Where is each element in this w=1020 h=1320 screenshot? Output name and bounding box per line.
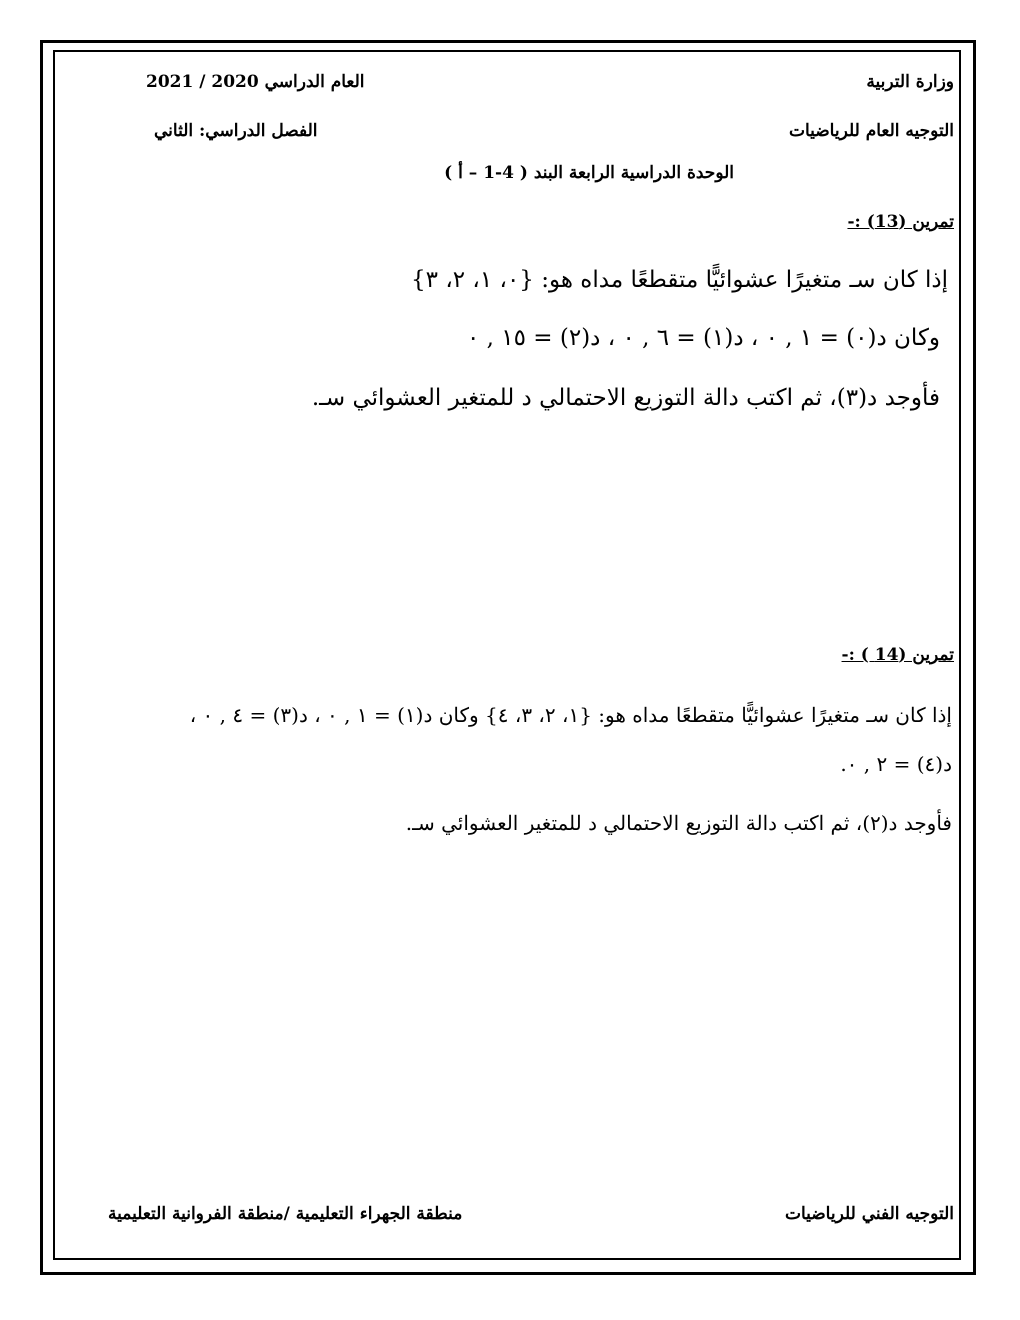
exercise-13-line-1: إذا كان سـ متغيرًا عشوائيًّا متقطعًا مداه هو: {٠، ١، ٢، ٣} xyxy=(411,267,948,293)
footer-right-label: التوجيه الفني للرياضيات xyxy=(784,1204,954,1224)
exercise-14-line-3: فأوجد د(٢)، ثم اكتب دالة التوزيع الاحتمالي د للمتغير العشوائي سـ. xyxy=(405,811,952,835)
guidance-label: التوجيه العام للرياضيات xyxy=(788,121,954,141)
academic-year-label: العام الدراسي 2020 / 2021 xyxy=(146,72,365,92)
exercise-13-line-2: وكان د(٠) = ١ , ٠ ، د(١) = ٦ , ٠ ، د(٢) = ١٥ , ٠ xyxy=(466,325,940,351)
page-inner-border xyxy=(53,50,961,1260)
unit-label: الوحدة الدراسية الرابعة البند ( 4-1 – أ ) xyxy=(444,163,734,183)
exercise-14-title: تمرين (14 ) :- xyxy=(841,645,954,665)
footer-left-label: منطقة الجهراء التعليمية /منطقة الفروانية التعليمية xyxy=(108,1204,463,1224)
exercise-14-line-1: إذا كان سـ متغيرًا عشوائيًّا متقطعًا مداه هو: {١، ٢، ٣، ٤} وكان د(١) = ١ , ٠ ، د(٣) = ٤ , ٠ ، xyxy=(189,703,952,727)
exercise-14-line-2: د(٤) = ٢ , ٠. xyxy=(840,752,952,776)
semester-label: الفصل الدراسي: الثاني xyxy=(154,121,318,141)
exercise-13-line-3: فأوجد د(٣)، ثم اكتب دالة التوزيع الاحتمالي د للمتغير العشوائي سـ. xyxy=(311,385,940,411)
exercise-13-title: تمرين (13) :- xyxy=(847,212,954,232)
ministry-label: وزارة التربية xyxy=(866,72,954,92)
